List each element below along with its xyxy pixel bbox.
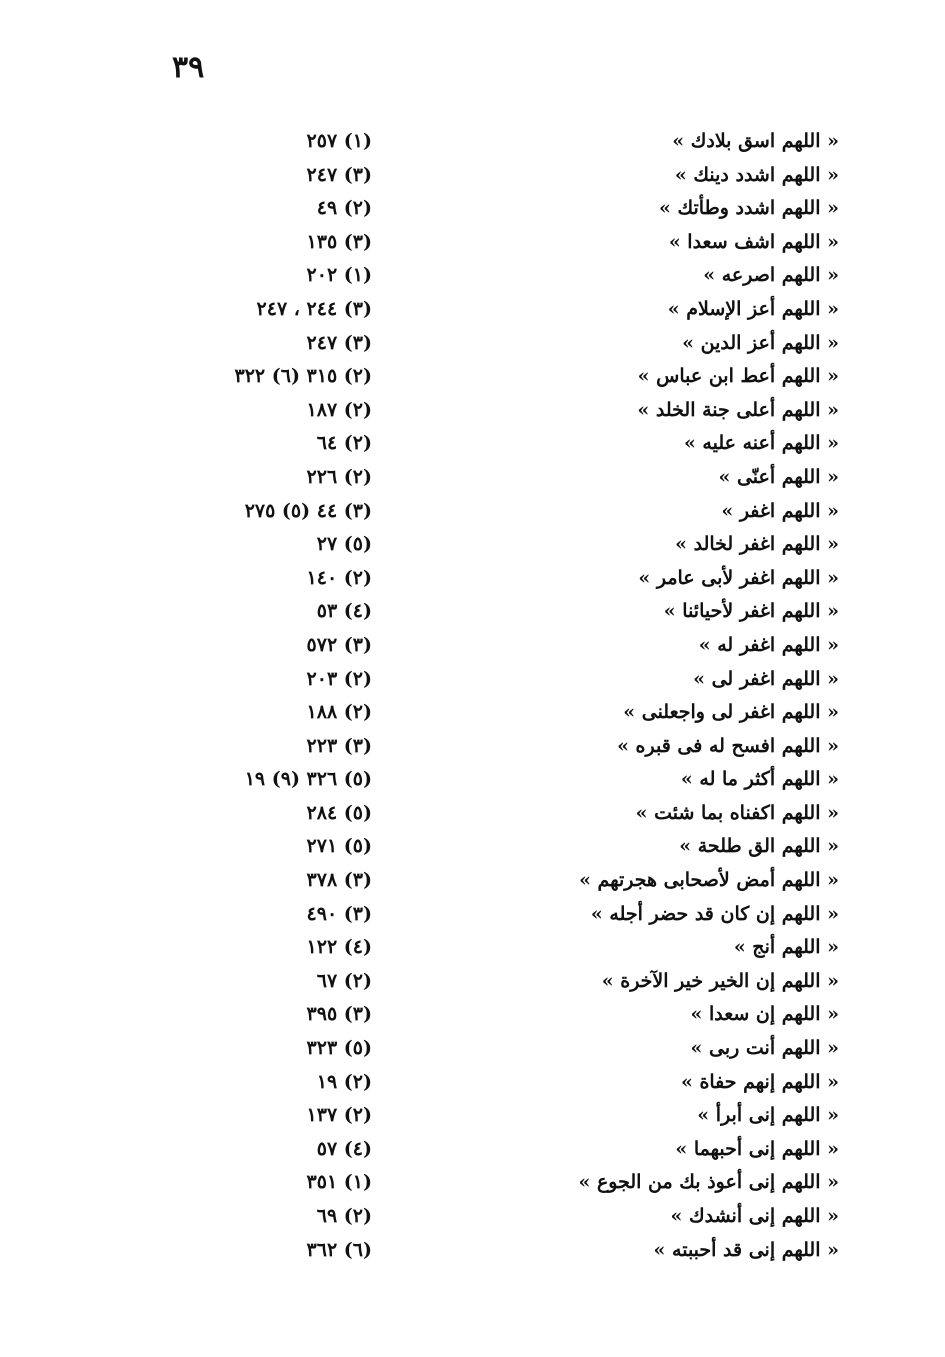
index-entry [0, 498, 945, 532]
entry-references: (٦) ٣٦٢ [306, 1238, 372, 1261]
entry-phrase: « اللهم اسق بلادك » [672, 130, 839, 152]
index-entry [0, 363, 945, 397]
entry-references: (٢) ٢٠٣ [306, 667, 372, 690]
entry-phrase: « اللهم اغفر لى واجعلنى » [623, 701, 839, 724]
entry-phrase: « اللهم إن سعدا » [690, 1003, 839, 1026]
entry-references: (٥) ٣٢٦ (٩) ١٩ [244, 768, 372, 791]
entry-phrase: « اللهم إنى أنشدك » [670, 1205, 839, 1227]
entry-references: (٢) ١٤٠ [306, 566, 372, 589]
entry-references: (٢) ٤٩ [316, 197, 372, 220]
index-entry [0, 229, 945, 263]
entry-phrase: « اللهم اغفر له » [698, 633, 839, 656]
entry-phrase: « اللهم اشف سعدا » [668, 230, 839, 253]
entry-references: (٤) ١٢٢ [306, 936, 372, 959]
entry-phrase: « اللهم إنى أعوذ بك من الجوع » [578, 1171, 839, 1194]
entry-references: (٣) ٢٤٤ ، ٢٤٧ [256, 297, 372, 320]
entry-phrase: « اللهم أعنه عليه » [683, 432, 839, 455]
index-entry [0, 598, 945, 632]
entry-phrase: « اللهم أعز الإسلام » [667, 297, 839, 320]
index-entry [0, 1001, 945, 1035]
page-number: ٣٩ [172, 50, 205, 85]
index-entry [0, 195, 945, 229]
entry-references: (٥) ٢٧ [316, 533, 372, 556]
index-entry [0, 1035, 945, 1069]
index-entry [0, 162, 945, 196]
entry-phrase: « اللهم اغفر » [721, 499, 839, 522]
entry-phrase: « اللهم اغفر لى » [693, 667, 839, 690]
index-entry [0, 800, 945, 834]
index-entry [0, 699, 945, 733]
entry-references: (٢) ٦٧ [316, 969, 372, 992]
entry-references: (١) ٣٥١ [306, 1171, 372, 1194]
entry-references: (٥) ٢٨٤ [306, 801, 372, 824]
entry-phrase: « اللهم اكفناه بما شئت » [635, 801, 839, 824]
entry-phrase: « اللهم أكثر ما له » [680, 768, 839, 791]
entry-phrase: « اللهم اشدد دينك » [674, 163, 839, 186]
entry-references: (١) ٢٠٢ [306, 264, 372, 287]
index-entry [0, 867, 945, 901]
entry-phrase: « اللهم أنت ربى » [690, 1037, 839, 1060]
entry-phrase: « اللهم إن الخير خير الآخرة » [601, 969, 839, 992]
entry-references: (٢) ١٨٧ [306, 398, 372, 421]
entry-references: (٢) ٦٩ [316, 1205, 372, 1227]
entry-phrase: « اللهم اشدد وطأتك » [659, 197, 839, 220]
entry-phrase: « اللهم إنهم حفاة » [680, 1070, 839, 1093]
entry-references: (١) ٢٥٧ [306, 130, 372, 152]
index-entry [0, 296, 945, 330]
index-entry [0, 1237, 945, 1271]
index-entry [0, 565, 945, 599]
entry-references: (٢) ٢٢٦ [306, 465, 372, 488]
index-entry [0, 968, 945, 1002]
index-entry [0, 733, 945, 767]
entry-phrase: « اللهم اغفر لخالد » [675, 533, 839, 556]
index-entry [0, 766, 945, 800]
index-entry [0, 934, 945, 968]
entry-phrase: « اللهم اصرعه » [703, 264, 839, 287]
index-list [0, 128, 945, 1270]
index-entry [0, 531, 945, 565]
entry-phrase: « اللهم افسح له فى قبره » [617, 734, 839, 757]
entry-references: (٢) ٦٤ [316, 432, 372, 455]
entry-references: (٥) ٢٧١ [306, 835, 372, 858]
entry-phrase: « اللهم أعنّى » [718, 465, 839, 488]
index-entry [0, 1169, 945, 1203]
entry-references: (٥) ٣٢٣ [306, 1037, 372, 1060]
entry-phrase: « اللهم أعط ابن عباس » [637, 365, 839, 388]
entry-references: (٣) ١٣٥ [306, 230, 372, 253]
index-entry [0, 1069, 945, 1103]
index-entry [0, 1136, 945, 1170]
entry-phrase: « اللهم إنى أبرأ » [697, 1104, 839, 1127]
entry-references: (٢) ٣١٥ (٦) ٣٢٢ [234, 365, 372, 388]
entry-phrase: « اللهم إنى أحبهما » [675, 1137, 839, 1160]
entry-references: (٢) ١٨٨ [306, 701, 372, 724]
index-entry [0, 1102, 945, 1136]
entry-references: (٣) ٢٤٧ [306, 331, 372, 354]
entry-references: (٣) ٢٢٣ [306, 734, 372, 757]
index-entry [0, 397, 945, 431]
entry-phrase: « اللهم أعز الدين » [682, 331, 839, 354]
entry-references: (٢) ١٣٧ [306, 1104, 372, 1127]
index-entry [0, 128, 945, 162]
entry-phrase: « اللهم إن كان قد حضر أجله » [590, 902, 839, 925]
index-entry [0, 833, 945, 867]
entry-references: (٤) ٥٣ [316, 600, 372, 623]
index-entry [0, 430, 945, 464]
entry-phrase: « اللهم إنى قد أحببته » [653, 1238, 839, 1261]
entry-references: (٣) ٥٧٢ [306, 633, 372, 656]
entry-phrase: « اللهم أنج » [733, 936, 839, 959]
entry-references: (٣) ٣٧٨ [306, 869, 372, 892]
index-entry [0, 464, 945, 498]
entry-references: (٢) ١٩ [316, 1070, 372, 1093]
entry-phrase: « اللهم أمض لأصحابى هجرتهم » [579, 869, 839, 892]
index-entry [0, 330, 945, 364]
entry-phrase: « اللهم أعلى جنة الخلد » [637, 398, 839, 421]
index-entry [0, 666, 945, 700]
index-entry [0, 262, 945, 296]
entry-references: (٤) ٥٧ [316, 1137, 372, 1160]
entry-references: (٣) ٣٩٥ [306, 1003, 372, 1026]
entry-references: (٣) ٤٤ (٥) ٢٧٥ [244, 499, 372, 522]
entry-phrase: « اللهم الق طلحة » [679, 835, 839, 858]
entry-references: (٣) ٤٩٠ [306, 902, 372, 925]
entry-phrase: « اللهم اغفر لأبى عامر » [638, 566, 839, 589]
index-entry [0, 632, 945, 666]
index-entry [0, 1203, 945, 1237]
entry-phrase: « اللهم اغفر لأحيائنا » [663, 600, 839, 623]
index-entry [0, 901, 945, 935]
entry-references: (٣) ٢٤٧ [306, 163, 372, 186]
